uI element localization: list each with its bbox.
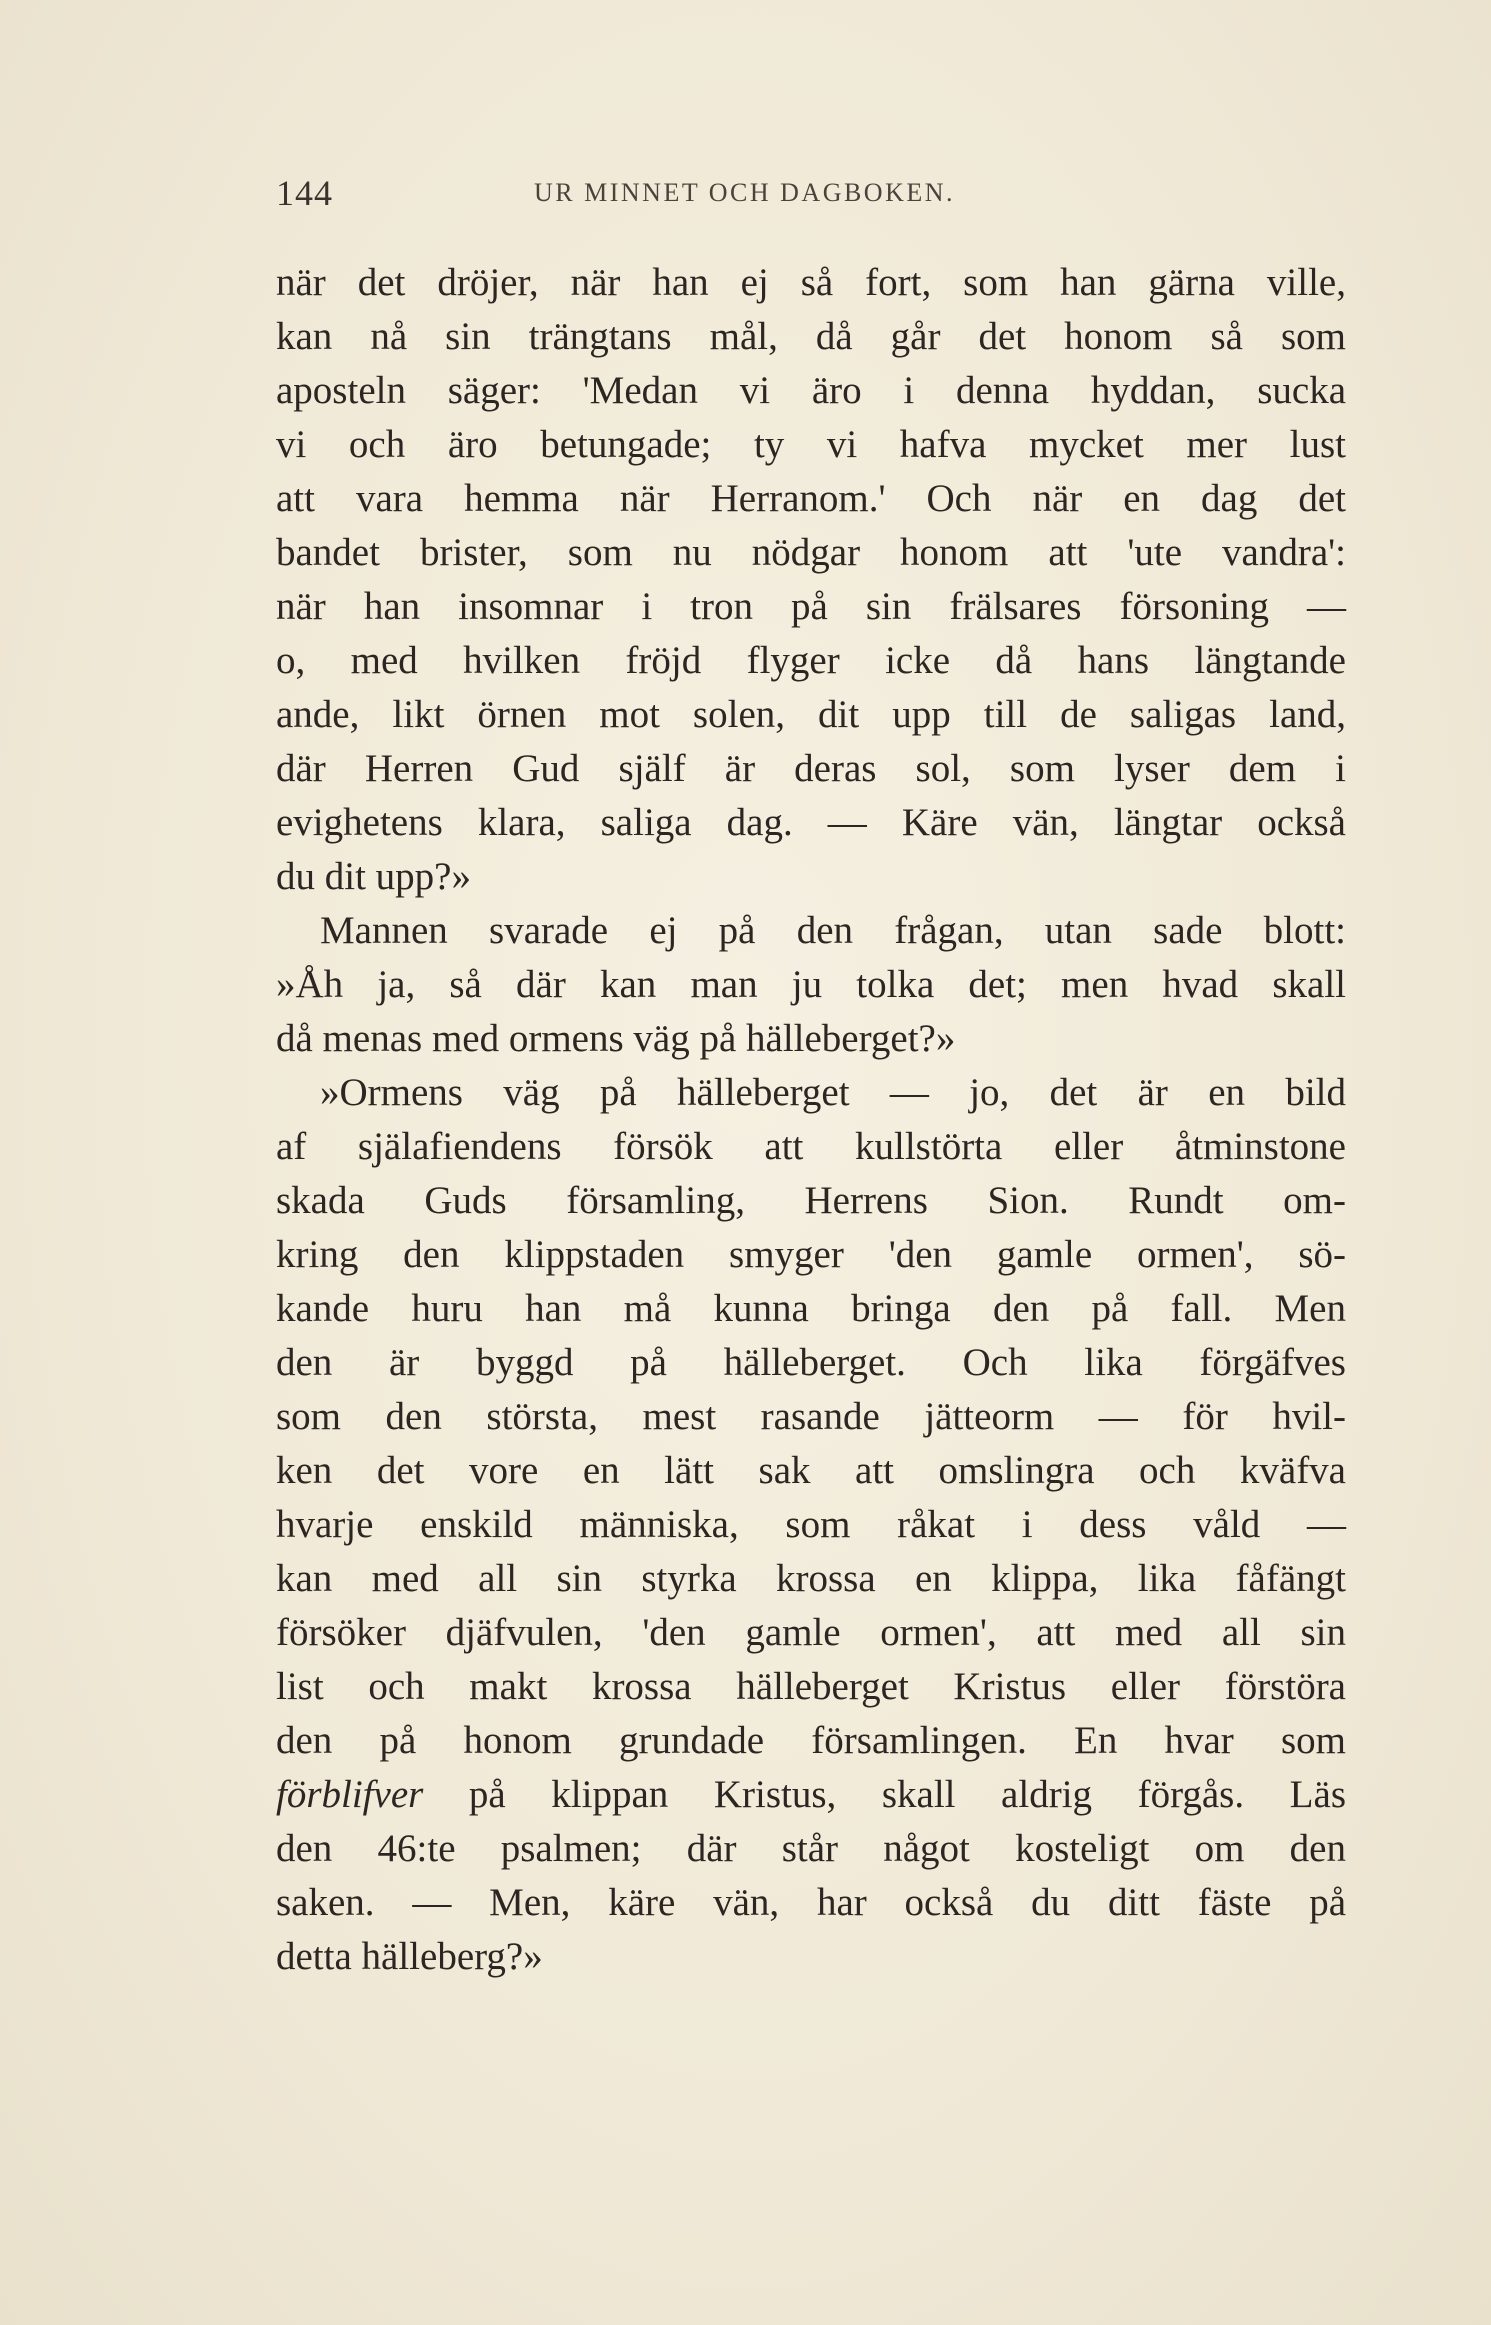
text-line: du dit upp?» bbox=[276, 855, 471, 898]
text-line: kan med all sin styrka krossa en klippa, lika fåfängt bbox=[276, 1557, 1346, 1600]
text-line: aposteln säger: 'Medan vi äro i denna hyddan, sucka bbox=[276, 369, 1346, 412]
text-line: saken. — Men, käre vän, har också du ditt fäste på bbox=[276, 1881, 1346, 1924]
text-line: som den största, mest rasande jätteorm — för hvil- bbox=[276, 1395, 1346, 1438]
page-number: 144 bbox=[276, 173, 333, 213]
text-line: ande, likt örnen mot solen, dit upp till de saligas land, bbox=[276, 693, 1346, 736]
text-line: där Herren Gud själf är deras sol, som lyser dem i bbox=[276, 747, 1346, 790]
page-header bbox=[276, 172, 1346, 222]
text-line: »Åh ja, så där kan man ju tolka det; men hvad skall bbox=[276, 963, 1346, 1006]
text-line: af själafiendens försök att kullstörta eller åtminstone bbox=[276, 1125, 1346, 1168]
text-line: bandet brister, som nu nödgar honom att 'ute vandra': bbox=[276, 531, 1346, 574]
running-head: UR MINNET OCH DAGBOKEN. bbox=[534, 178, 956, 207]
text-line: Mannen svarade ej på den frågan, utan sade blott: bbox=[320, 909, 1346, 952]
italic-word: förblifver bbox=[276, 1773, 424, 1816]
text-line: när det dröjer, när han ej så fort, som han gärna ville, bbox=[276, 261, 1346, 304]
text-line: »Ormens väg på hälleberget — jo, det är en bild bbox=[320, 1071, 1346, 1114]
text-line bbox=[276, 1768, 1346, 1822]
text-line: kring den klippstaden smyger 'den gamle ormen', sö- bbox=[276, 1233, 1346, 1276]
text-line: när han insomnar i tron på sin frälsares försoning — bbox=[276, 585, 1346, 628]
text-line: den på honom grundade församlingen. En hvar som bbox=[276, 1719, 1346, 1762]
text-line: detta hälleberg?» bbox=[276, 1935, 543, 1978]
text-line: evighetens klara, saliga dag. — Käre vän, längtar också bbox=[276, 801, 1346, 844]
text-line: försöker djäfvulen, 'den gamle ormen', att med all sin bbox=[276, 1611, 1346, 1654]
text-line: att vara hemma när Herranom.' Och när en dag det bbox=[276, 477, 1346, 520]
text-line: skada Guds församling, Herrens Sion. Rundt om- bbox=[276, 1179, 1346, 1222]
text-line: o, med hvilken fröjd flyger icke då hans längtande bbox=[276, 639, 1346, 682]
text-line: den 46:te psalmen; där står något kosteligt om den bbox=[276, 1827, 1346, 1870]
text-line: list och makt krossa hälleberget Kristus eller förstöra bbox=[276, 1665, 1346, 1708]
text-line: ken det vore en lätt sak att omslingra och kväfva bbox=[276, 1449, 1346, 1492]
text-line: hvarje enskild människa, som råkat i dess våld — bbox=[276, 1503, 1346, 1546]
body-text bbox=[276, 256, 1346, 1984]
text-line: vi och äro betungade; ty vi hafva mycket mer lust bbox=[276, 423, 1346, 466]
text-line: då menas med ormens väg på hälleberget?» bbox=[276, 1017, 956, 1060]
text-line: kande huru han må kunna bringa den på fall. Men bbox=[276, 1287, 1346, 1330]
text-line: kan nå sin trängtans mål, då går det honom så som bbox=[276, 315, 1346, 358]
text-line: den är byggd på hälleberget. Och lika förgäfves bbox=[276, 1341, 1346, 1384]
line-text: på klippan Kristus, skall aldrig förgås. Läs bbox=[423, 1773, 1346, 1816]
